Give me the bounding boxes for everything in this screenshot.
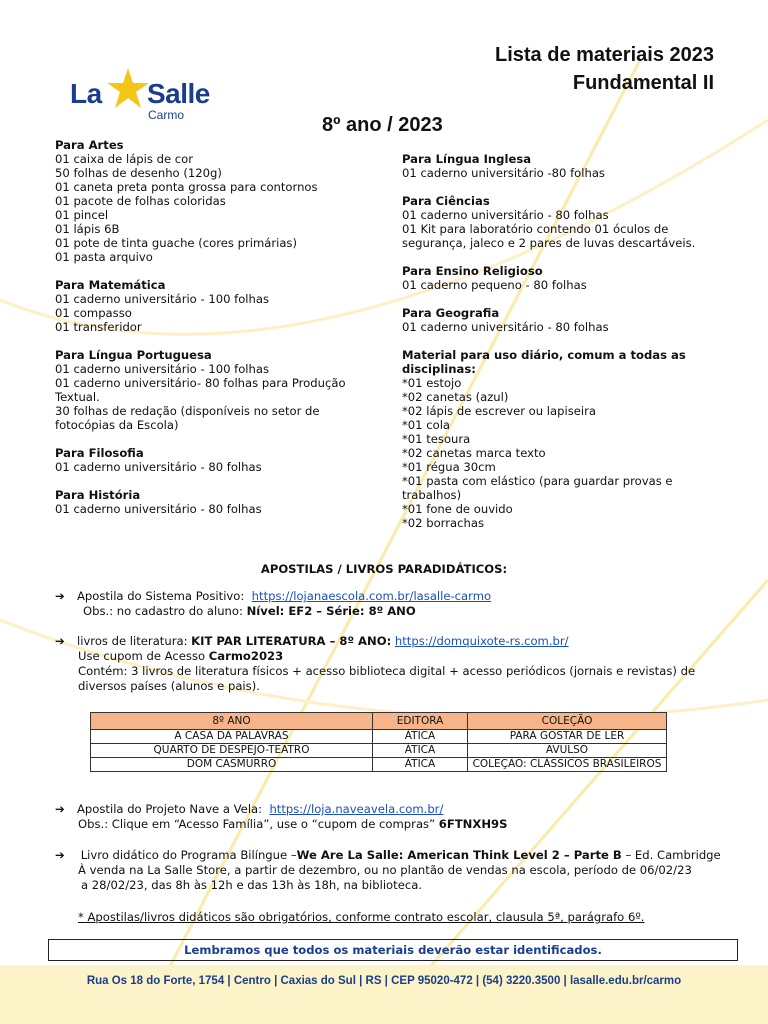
- section-matematica: [55, 278, 375, 334]
- literatura-block: [55, 634, 745, 694]
- list-item: 01 caderno pequeno - 80 folhas: [402, 278, 587, 292]
- table-header: COLEÇÃO: [468, 713, 667, 730]
- bilingue-line3: a 28/02/23, das 8h às 12h e das 13h às 18h, na biblioteca.: [81, 878, 422, 892]
- list-item: 50 folhas de desenho (120g): [55, 166, 222, 180]
- section-geografia: [402, 306, 702, 334]
- bilingue-title: We Are La Salle: American Think Level 2 – Parte B: [296, 848, 622, 862]
- list-item: *02 canetas marca texto: [402, 446, 546, 460]
- list-item: *02 borrachas: [402, 516, 484, 530]
- list-item: 01 caderno universitário - 100 folhas: [55, 292, 270, 306]
- list-item: *02 canetas (azul): [402, 390, 509, 404]
- section-heading: Para Artes: [55, 138, 124, 152]
- list-item: *01 pasta com elástico (para guardar provas e trabalhos): [402, 474, 673, 502]
- page-title: Lista de materiais 2023: [494, 44, 714, 66]
- logo-text-salle: Salle: [147, 78, 210, 109]
- bilingue-line2: À venda na La Salle Store, a partir de dezembro, ou no plantão de vendas na escola, período de 06/02/23: [78, 863, 692, 877]
- positivo-link[interactable]: https://lojanaescola.com.br/lasalle-carmo: [251, 589, 492, 603]
- positivo-block: [55, 589, 745, 619]
- list-item: 30 folhas de redação (disponíveis no setor de fotocópias da Escola): [55, 404, 320, 432]
- positivo-obs: Obs.: no cadastro do aluno:: [83, 604, 243, 618]
- right-column: [402, 152, 702, 544]
- nave-obs: Obs.: Clique em “Acesso Família”, use o “cupom de compras”: [78, 817, 436, 831]
- section-heading: Para Filosofia: [55, 446, 144, 460]
- section-heading: Para Geografia: [402, 306, 500, 320]
- section-heading: Material para uso diário, comum a todas as disciplinas:: [402, 348, 686, 376]
- list-item: 01 pote de tinta guache (cores primárias): [55, 236, 297, 250]
- list-item: 01 caderno universitário - 80 folhas: [55, 502, 262, 516]
- section-lingua-inglesa: [402, 152, 702, 180]
- logo-campus: Carmo: [148, 108, 185, 122]
- list-item: 01 caneta preta ponta grossa para contornos: [55, 180, 318, 194]
- table-cell: AVULSO: [468, 744, 667, 758]
- table-cell: ÁTICA: [373, 758, 468, 772]
- reminder-box: Lembramos que todos os materiais deverão estar identificados.: [48, 939, 738, 961]
- list-item: *01 estojo: [402, 376, 462, 390]
- positivo-text: Apostila do Sistema Positivo:: [77, 589, 245, 603]
- positivo-obs-level: Nível: EF2 – Série: 8º ANO: [246, 604, 416, 618]
- table-row: [91, 758, 667, 772]
- list-item: 01 pasta arquivo: [55, 250, 153, 264]
- section-filosofia: [55, 446, 375, 474]
- list-item: 01 caderno universitário- 80 folhas para Produção Textual.: [55, 376, 346, 404]
- list-item: 01 compasso: [55, 306, 132, 320]
- bilingue-publisher: – Ed. Cambridge: [625, 848, 721, 862]
- table-cell: COLEÇÃO: CLÁSSICOS BRASILEIROS: [468, 758, 667, 772]
- list-item: 01 caixa de lápis de cor: [55, 152, 194, 166]
- list-item: *01 tesoura: [402, 432, 471, 446]
- section-historia: [55, 488, 375, 516]
- table-cell: QUARTO DE DESPEJO-TEATRO: [91, 744, 373, 758]
- nave-link[interactable]: https://loja.naveavela.com.br/: [269, 802, 444, 816]
- footer-address: Rua Os 18 do Forte, 1754 | Centro | Caxias do Sul | RS | CEP 95020-472 | (54) 3220.3500 | lasalle.edu.br/carmo: [86, 975, 682, 987]
- section-ensino-religioso: [402, 264, 702, 292]
- list-item: 01 pacote de folhas coloridas: [55, 194, 226, 208]
- table-cell: ÁTICA: [373, 730, 468, 744]
- table-header: EDITORA: [373, 713, 468, 730]
- section-heading: Para Língua Portuguesa: [55, 348, 212, 362]
- la-salle-logo: [70, 66, 220, 126]
- literatura-text: livros de literatura:: [77, 634, 188, 648]
- literatura-cupom-prefix: Use cupom de Acesso: [78, 649, 206, 663]
- table-row: [91, 730, 667, 744]
- section-artes: [55, 138, 375, 264]
- section-heading: Para Língua Inglesa: [402, 152, 532, 166]
- nave-cupom: 6FTNXH9S: [438, 817, 508, 831]
- list-item: 01 Kit para laboratório contendo 01 óculos de segurança, jaleco e 2 pares de luvas descartáveis.: [402, 222, 696, 250]
- literatura-cupom: Carmo2023: [208, 649, 284, 663]
- section-heading: Para Ensino Religioso: [402, 264, 543, 278]
- list-item: 01 lápis 6B: [55, 222, 120, 236]
- literatura-kit: KIT PAR LITERATURA – 8º ANO:: [191, 634, 392, 648]
- section-lingua-portuguesa: [55, 348, 375, 432]
- arrow-right-icon: ➔: [55, 634, 65, 648]
- literatura-link[interactable]: https://domquixote-rs.com.br/: [394, 634, 569, 648]
- list-item: 01 caderno universitário - 80 folhas: [402, 320, 609, 334]
- table-header: 8º ANO: [91, 713, 373, 730]
- footer: [0, 965, 768, 1024]
- nave-text: Apostila do Projeto Nave a Vela:: [77, 802, 263, 816]
- list-item: 01 caderno universitário - 80 folhas: [402, 208, 609, 222]
- grade-heading: 8º ano / 2023: [322, 114, 443, 136]
- nave-block: [55, 802, 745, 832]
- list-item: 01 pincel: [55, 208, 109, 222]
- books-table: [90, 712, 667, 772]
- bilingue-text: Livro didático do Programa Bilíngue –: [80, 848, 297, 862]
- list-item: *02 lápis de escrever ou lapiseira: [402, 404, 596, 418]
- logo-text-la: La: [70, 78, 102, 109]
- page-subtitle: Fundamental II: [572, 72, 714, 94]
- section-ciencias: [402, 194, 702, 250]
- table-cell: A CASA DA PALAVRAS: [91, 730, 373, 744]
- section-heading: Para Matemática: [55, 278, 166, 292]
- list-item: *01 cola: [402, 418, 451, 432]
- arrow-right-icon: ➔: [55, 589, 65, 603]
- table-cell: PARA GOSTAR DE LER: [468, 730, 667, 744]
- section-material-diario: [402, 348, 702, 530]
- star-icon: [106, 66, 150, 110]
- table-row: [91, 744, 667, 758]
- bilingue-block: [55, 848, 745, 893]
- list-item: *01 régua 30cm: [402, 460, 496, 474]
- table-cell: DOM CASMURRO: [91, 758, 373, 772]
- table-header-row: [91, 713, 667, 730]
- arrow-right-icon: ➔: [55, 802, 65, 816]
- list-item: *01 fone de ouvido: [402, 502, 513, 516]
- section-heading: Para História: [55, 488, 141, 502]
- apostilas-heading: APOSTILAS / LIVROS PARADIDÁTICOS:: [260, 562, 508, 576]
- list-item: 01 transferidor: [55, 320, 142, 334]
- mandatory-note: * Apostilas/livros didáticos são obrigatórios, conforme contrato escolar, clausula 5ª, parágrafo 6º.: [78, 910, 645, 924]
- list-item: 01 caderno universitário - 100 folhas: [55, 362, 270, 376]
- table-cell: ÁTICA: [373, 744, 468, 758]
- list-item: 01 caderno universitário - 80 folhas: [55, 460, 262, 474]
- arrow-right-icon: ➔: [55, 848, 65, 862]
- section-heading: Para Ciências: [402, 194, 490, 208]
- literatura-contents: Contém: 3 livros de literatura físicos + acesso biblioteca digital + acesso periódicos (jornais e revistas) de diversos países (alunos e pais).: [78, 664, 696, 693]
- list-item: 01 caderno universitário -80 folhas: [402, 166, 605, 180]
- left-column: [55, 138, 375, 530]
